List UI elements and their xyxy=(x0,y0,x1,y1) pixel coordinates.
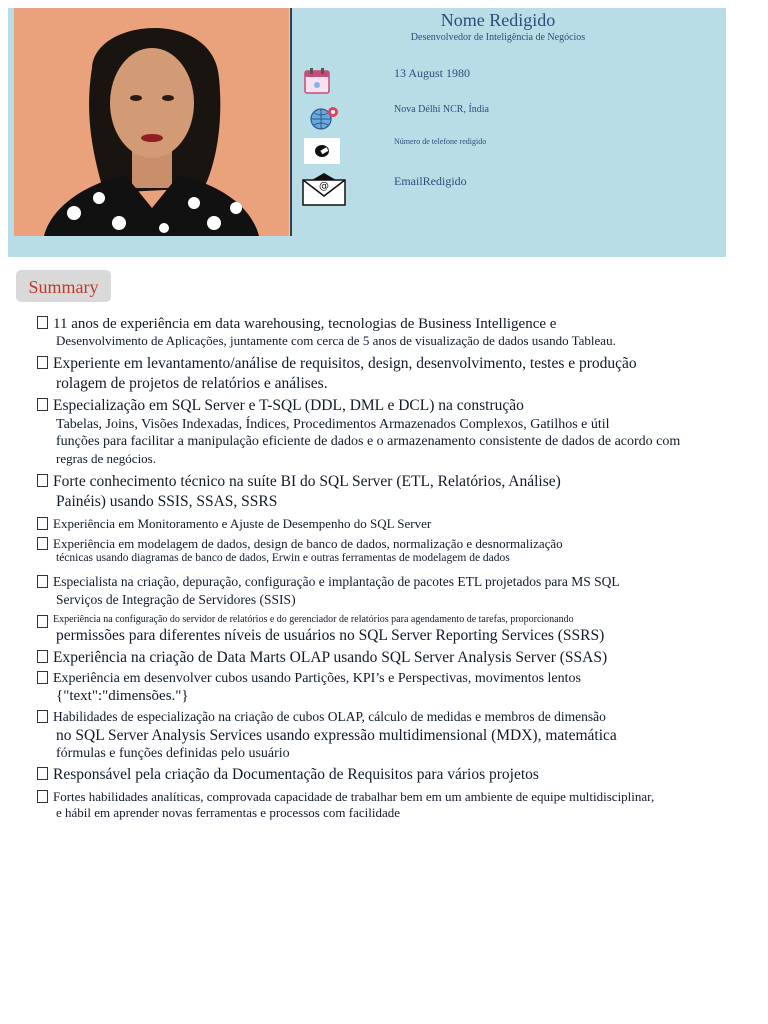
profile-photo xyxy=(14,8,289,236)
profile-photo-illustration xyxy=(14,8,289,236)
calendar-icon xyxy=(302,66,332,101)
bullet-box-icon xyxy=(37,767,48,780)
location: Nova Délhi NCR, Índia xyxy=(394,104,489,115)
list-item: Habilidades de especialização na criação de cubos OLAP, cálculo de medidas e membros de dimensão no SQL Server Analysis Services usando expressão multidimensional (MDX), matemática fórmulas e funções definidas pelo usuário xyxy=(37,709,762,763)
bullet-box-icon xyxy=(37,650,48,663)
bullet-box-icon xyxy=(37,474,48,487)
summary-list xyxy=(37,315,762,822)
phone-number: Número de telefone redigido xyxy=(394,137,487,146)
birth-date: 13 August 1980 xyxy=(394,66,471,80)
list-item: Responsável pela criação da Documentação de Requisitos para vários projetos xyxy=(37,766,762,785)
phone-icon xyxy=(304,138,340,169)
bullet-box-icon xyxy=(37,316,48,329)
list-item: Forte conhecimento técnico na suíte BI do SQL Server (ETL, Relatórios, Análise) Painéis) usando SSIS, SSAS, SSRS xyxy=(37,473,762,512)
list-item: Experiência na criação de Data Marts OLAP usando SQL Server Analysis Server (SSAS) xyxy=(37,649,762,668)
list-item: Experiência em Monitoramento e Ajuste de Desempenho do SQL Server xyxy=(37,516,762,532)
globe-icon xyxy=(306,105,340,136)
list-item: Experiência na configuração do servidor de relatórios e do gerenciador de relatórios para agendamento de tarefas, proporcionando permissões para diferentes níveis de usuários no SQL Server Reporting Services (SSRS) xyxy=(37,614,762,646)
bullet-box-icon xyxy=(37,790,48,803)
bullet-box-icon xyxy=(37,575,48,588)
list-item: Experiente em levantamento/análise de requisitos, design, desenvolvimento, testes e produção rolagem de projetos de relatórios e análises. xyxy=(37,355,762,394)
list-item: Experiência em modelagem de dados, design de banco de dados, normalização e desnormalização técnicas usando diagramas de banco de dados, Erwin e outras ferramentas de modelagem de dados xyxy=(37,536,762,567)
bullet-box-icon xyxy=(37,671,48,684)
bullet-box-icon xyxy=(37,398,48,411)
bullet-box-icon xyxy=(37,517,48,530)
list-item: Fortes habilidades analíticas, comprovada capacidade de trabalhar bem em um ambiente de equipe multidisciplinar, e hábil em aprender novas ferramentas e processos com facilidade xyxy=(37,789,762,821)
list-item: Especialização em SQL Server e T-SQL (DDL, DML e DCL) na construção Tabelas, Joins, Visões Indexadas, Índices, Procedimentos Armazenados Complexos, Gatilhos e útil funções para facilitar a manipulação eficiente de dados e o armazenamento consistente de dados de acordo com regras de negócios. xyxy=(37,397,762,468)
email: EmailRedigido xyxy=(394,174,467,188)
resume-header xyxy=(8,8,726,257)
bullet-box-icon xyxy=(37,615,48,628)
list-item: Especialista na criação, depuração, configuração e implantação de pacotes ETL projetados para MS SQL Serviços de Integração de Servidores (SSIS) xyxy=(37,574,762,608)
person-name: Nome Redigido xyxy=(440,10,556,30)
summary-tab[interactable]: Summary xyxy=(16,270,111,302)
bullet-box-icon xyxy=(37,710,48,723)
svg-text:@: @ xyxy=(319,181,329,192)
header-divider xyxy=(290,8,292,236)
bullet-box-icon xyxy=(37,356,48,369)
list-item: 11 anos de experiência em data warehousing, tecnologias de Business Intelligence e Desenvolvimento de Aplicações, juntamente com cerca de 5 anos de visualização de dados usando Tableau. xyxy=(37,315,762,350)
email-icon xyxy=(302,172,346,211)
bullet-box-icon xyxy=(37,537,48,550)
person-role: Desenvolvedor de Inteligência de Negócios xyxy=(410,32,586,43)
list-item: Experiência em desenvolver cubos usando Partições, KPI’s e Perspectivas, movimentos lentos {"text":"dimensões."} xyxy=(37,670,762,706)
